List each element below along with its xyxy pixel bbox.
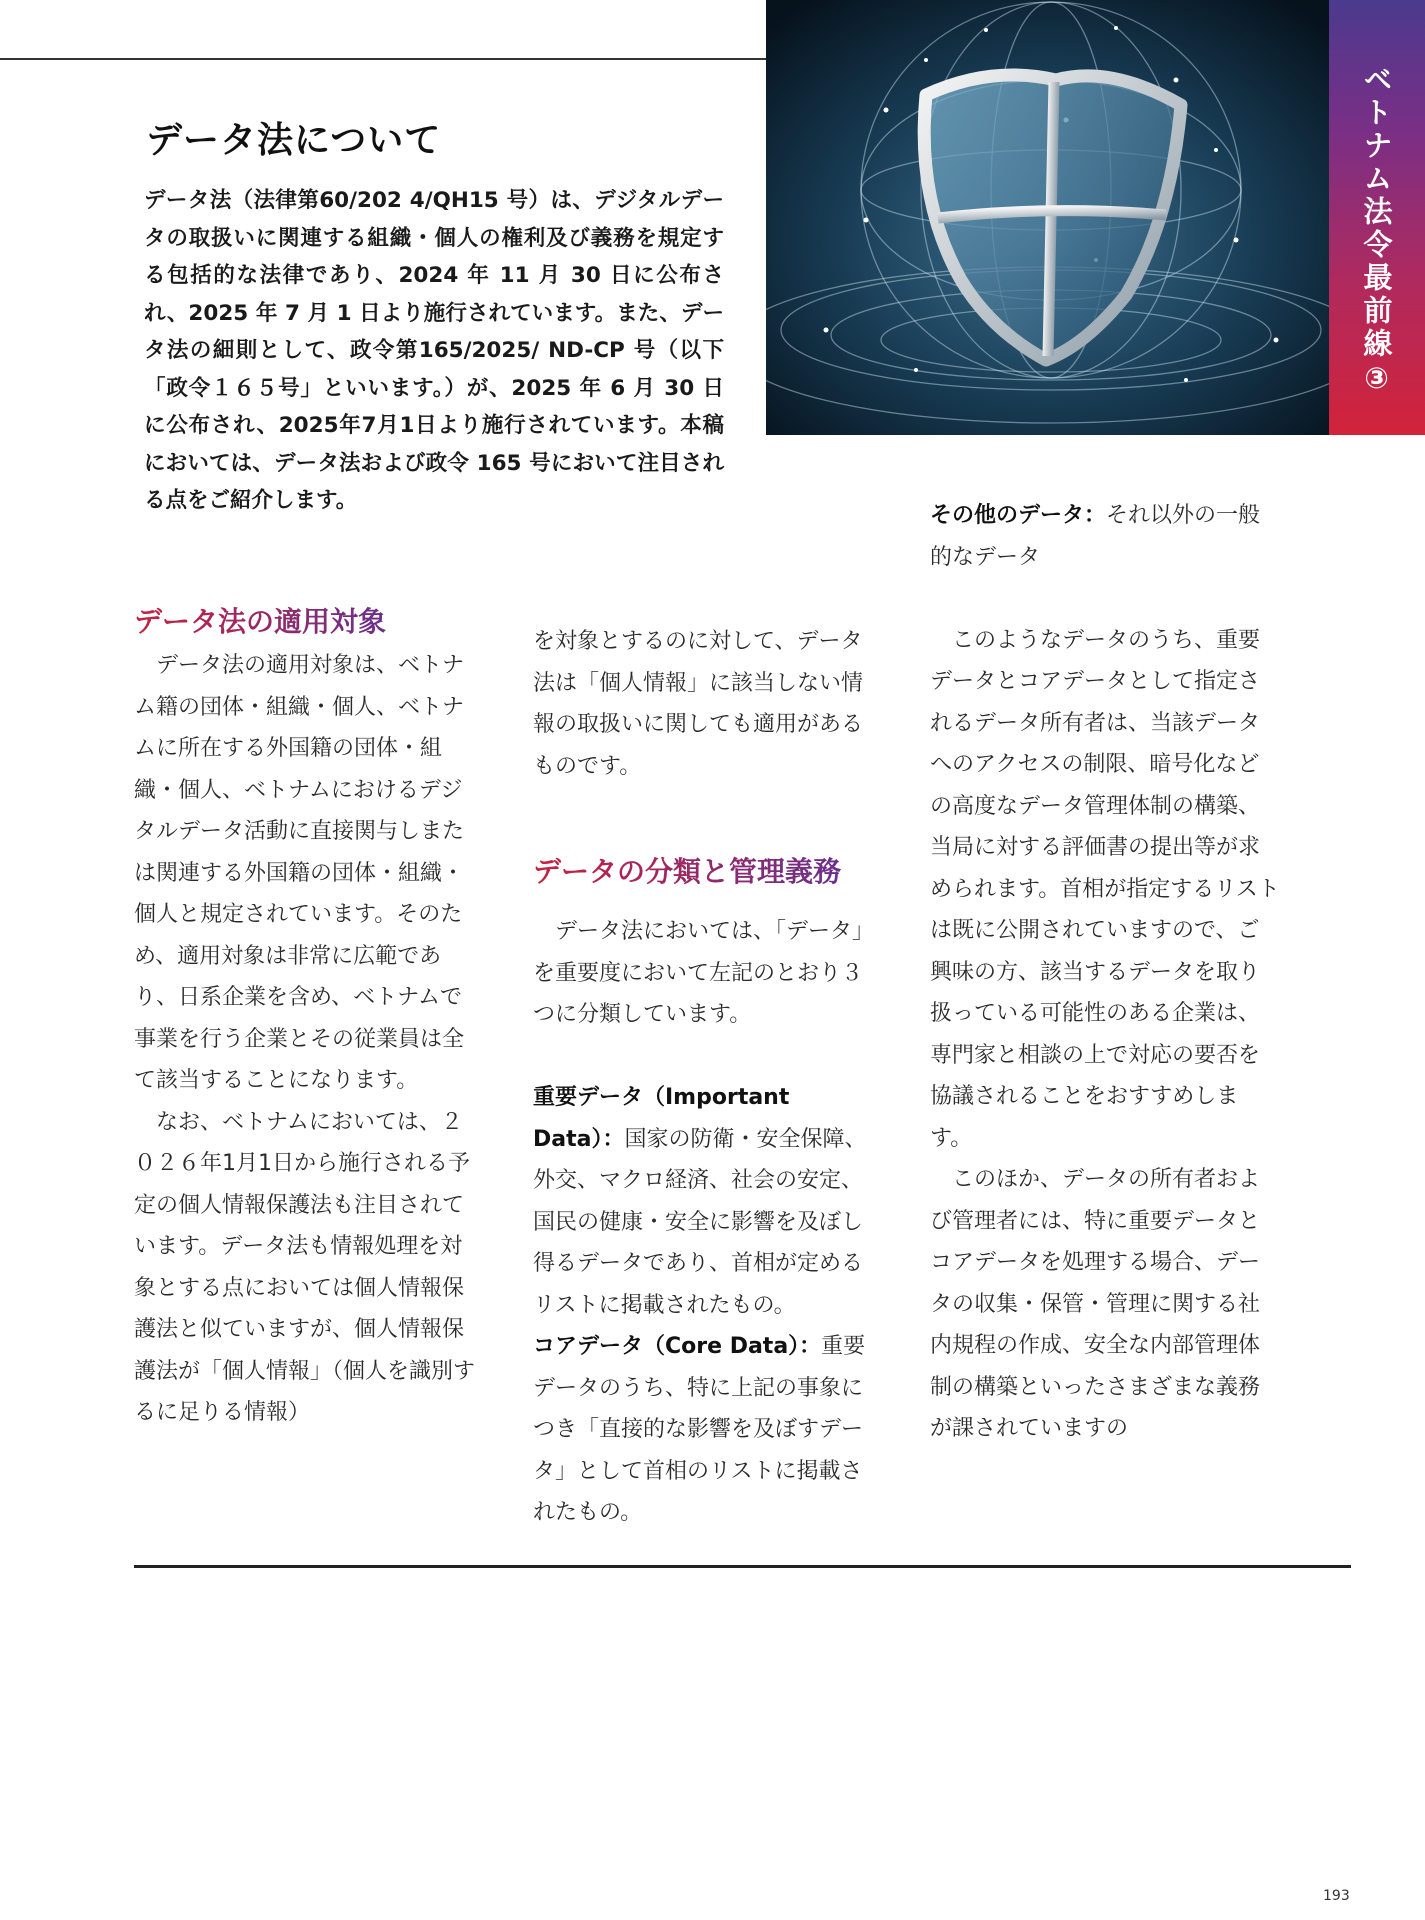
column-3 (930, 495, 1280, 1450)
shield-network-image (766, 0, 1329, 435)
important-data-term: 重要データ（Important Data）： (533, 1085, 790, 1152)
intro-paragraph: データ法（法律第60/202 4/QH15 号）は、デジタルデータの取扱いに関連する組織・個人の権利及び義務を規定する包括的な法律であり、2024 年 11 月 30 日に公布され、2025 年 7 月 1 日より施行されています。また、データ法の細則として、政令第165/2025/ ND-CP 号（以下「政令１６５号」といいます。）が、2025 年 6 月 30 日に公布され、2025年7月1日より施行されています。本稿においては、データ法および政令 165 号において注目される点をご紹介します。 (144, 188, 724, 513)
column-2-lower (533, 911, 881, 1534)
classification-paragraph-3: このほか、データの所有者および管理者には、特に重要データとコアデータを処理する場合、データの収集・保管・管理に関する社内規程の作成、安全な内部管理体制の構築といったさまざまな義務が課されていますの (930, 1167, 1261, 1441)
section-heading-classification: データの分類と管理義務 (533, 850, 841, 890)
scope-paragraph-3: を対象とするのに対して、データ法は「個人情報」に該当しない情報の取扱いに関しても適用があるものです。 (533, 629, 864, 779)
other-data-body: それ以外の一般的なデータ (930, 503, 1261, 570)
core-data-body: 重要データのうち、特に上記の事象につき「直接的な影響を及ぼすデータ」として首相のリストに掲載されたもの。 (533, 1334, 866, 1525)
column-1 (134, 645, 479, 1434)
bottom-rule (134, 1565, 1351, 1568)
other-data-item (930, 495, 1280, 578)
scope-paragraph-1: データ法の適用対象は、ベトナム籍の団体・組織・個人、ベトナムに所在する外国籍の団体・組織・個人、ベトナムにおけるデジタルデータ活動に直接関与しまたは関連する外国籍の団体・組織・個人と規定されています。そのため、適用対象は非常に広範であり、日系企業を含め、ベトナムで事業を行う企業とその従業員は全て該当することになります。 (134, 653, 465, 1093)
series-label-text: ベトナム法令最前線③ (1359, 64, 1394, 399)
classification-paragraph-1: データ法においては、「データ」を重要度において左記のとおり３つに分類しています。 (533, 919, 875, 1027)
section-heading-scope: データ法の適用対象 (134, 600, 386, 640)
other-data-term: その他のデータ： (930, 503, 1107, 528)
scope-paragraph-2: なお、ベトナムにおいては、２０２６年1月1日から施行される予定の個人情報保護法も注目されています。データ法も情報処理を対象とする点においては個人情報保護法と似ていますが、個人情報保護法が「個人情報」（個人を識別するに足りる情報） (134, 1109, 476, 1425)
core-data-term: コアデータ（Core Data）： (533, 1334, 822, 1359)
shield-network-icon (766, 0, 1329, 435)
important-data-item (533, 1077, 881, 1326)
column-2 (533, 621, 881, 787)
core-data-item (533, 1326, 881, 1534)
important-data-body: 国家の防衛・安全保障、外交、マクロ経済、社会の安定、国民の健康・安全に影響を及ぼし得るデータであり、首相が定めるリストに掲載されたもの。 (533, 1126, 867, 1318)
page-title: データ法について (146, 120, 442, 161)
series-side-label (1329, 0, 1425, 435)
top-rule (0, 58, 768, 60)
page-number: 193 (1323, 1888, 1350, 1904)
classification-paragraph-2: このようなデータのうち、重要データとコアデータとして指定されるデータ所有者は、当該データへのアクセスの制限、暗号化などの高度なデータ管理体制の構築、当局に対する評価書の提出等が求められます。首相が指定するリストは既に公開されていますので、ご興味の方、該当するデータを取り扱っている可能性のある企業は、専門家と相談の上で対応の要否を協議されることをおすすめします。 (930, 627, 1280, 1151)
